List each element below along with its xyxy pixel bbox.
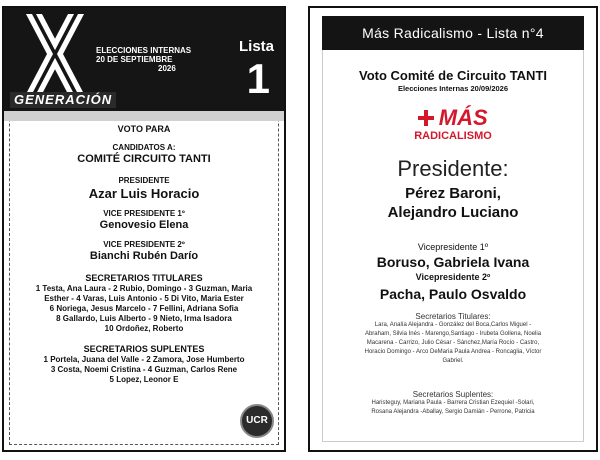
election-line: 20 DE SEPTIEMBRE	[96, 55, 173, 64]
lista-number: 1	[246, 55, 270, 102]
vp2-name: Bianchi Rubén Darío	[89, 250, 199, 262]
list-line: Gabriel.	[442, 358, 464, 364]
list-line: Horacio Domingo - Arco DeMaria Paula Andrea - Roncaglia, Víctor	[364, 349, 542, 355]
presidente-name-line: Pérez Baroni,	[405, 185, 501, 202]
suplentes-list	[8, 355, 280, 385]
ballot-title: Voto Comité de Circuito TANTI	[358, 68, 547, 83]
list-line: 1 Testa, Ana Laura - 2 Rubio, Domingo - 3 Guzman, Maria	[35, 284, 253, 293]
ucr-badge: UCR	[240, 404, 274, 438]
vp1-label: Vicepresidente 1º	[417, 242, 489, 252]
titulares-label: Secretarios Titulares:	[415, 312, 491, 321]
ballot-lista-4	[308, 6, 598, 452]
list-line: 1 Portela, Juana del Valle - 2 Zamora, Jose Humberto	[43, 355, 245, 364]
presidente-name: Azar Luis Horacio	[88, 186, 200, 201]
election-info	[96, 46, 216, 73]
suplentes-label: SECRETARIOS SUPLENTES	[83, 344, 205, 354]
list-line: Rosana Alejandra -Aballay, Sergio Damián - Perrone, Patricia	[371, 409, 535, 415]
suplentes-list	[323, 399, 583, 417]
list-line: Esther - 4 Varas, Luis Antonio - 5 Di Vito, Maria Ester	[44, 294, 244, 303]
logo-top-row	[323, 106, 583, 130]
voto-para: VOTO PARA	[117, 124, 171, 134]
list-line: 8 Gallardo, Luis Alberto - 9 Nieto, Irma Isadora	[56, 314, 232, 323]
candidatos-label: CANDIDATOS A:	[112, 143, 176, 152]
list-line: 10 Ordoñez, Roberto	[104, 324, 184, 333]
election-line: 2026	[158, 64, 176, 73]
list-line: Lara, Analía Alejandra - González del Boca,Carlos Miguel -	[374, 322, 532, 328]
ballot-1-header	[4, 8, 284, 111]
suplentes-section	[323, 390, 583, 417]
party-name: GENERACIÓN	[10, 92, 116, 108]
ballot-lista-1	[2, 6, 286, 452]
x-logo-icon	[22, 12, 88, 96]
plus-arrow-icon	[418, 110, 434, 126]
suplentes-label: Secretarios Suplentes:	[412, 390, 494, 399]
presidente-name	[323, 184, 583, 222]
header-strip	[4, 111, 284, 121]
list-line: 5 Lopez, Leonor E	[109, 375, 179, 384]
list-line: Abraham, Silvia Inés - Marengo,Santiago - Irubeta Gollena, Noelia	[364, 331, 542, 337]
vp2-name: Pacha, Paulo Osvaldo	[379, 286, 527, 302]
election-line: ELECCIONES INTERNAS	[96, 46, 192, 55]
presidente-name-line: Alejandro Luciano	[387, 204, 519, 221]
ballot-subtitle: Elecciones Internas 20/09/2026	[397, 84, 509, 93]
vp1-name: Boruso, Gabriela Ivana	[376, 254, 530, 270]
list-line: Haristeguy, Mariana Paula - Barrera Cristian Ezequiel -Solari,	[371, 400, 535, 406]
logo-mas-text: MÁS	[438, 105, 488, 130]
list-line: 3 Costa, Noemi Cristina - 4 Guzman, Carlos Rene	[50, 365, 238, 374]
logo-radicalismo-text: RADICALISMO	[414, 130, 492, 142]
list-line: Macarena - Carrizo, Julio César - Sánchez,María Rocío - Castro,	[366, 340, 540, 346]
mas-radicalismo-logo	[323, 106, 583, 148]
presidente-label: PRESIDENTE	[118, 176, 170, 185]
titulares-section	[323, 312, 583, 366]
titulares-list	[8, 284, 280, 334]
lista-label: Lista	[238, 38, 274, 55]
titulares-list	[323, 321, 583, 366]
vp1-label: VICE PRESIDENTE 1º	[103, 209, 185, 218]
list-line: 6 Noriega, Jesus Marcelo - 7 Fellini, Adriana Sofia	[49, 304, 239, 313]
ballot-2-content	[322, 50, 584, 442]
vp1-name: Genovesio Elena	[99, 219, 189, 231]
ballot-1-content	[8, 124, 280, 385]
presidente-label: Presidente:	[397, 156, 509, 181]
ballot-2-header: Más Radicalismo - Lista n°4	[322, 16, 584, 50]
vp2-label: Vicepresidente 2º	[415, 272, 491, 282]
titulares-label: SECRETARIOS TITULARES	[85, 273, 203, 283]
vp2-label: VICE PRESIDENTE 2º	[103, 240, 185, 249]
comite-title: COMITÉ CIRCUITO TANTI	[77, 153, 211, 165]
